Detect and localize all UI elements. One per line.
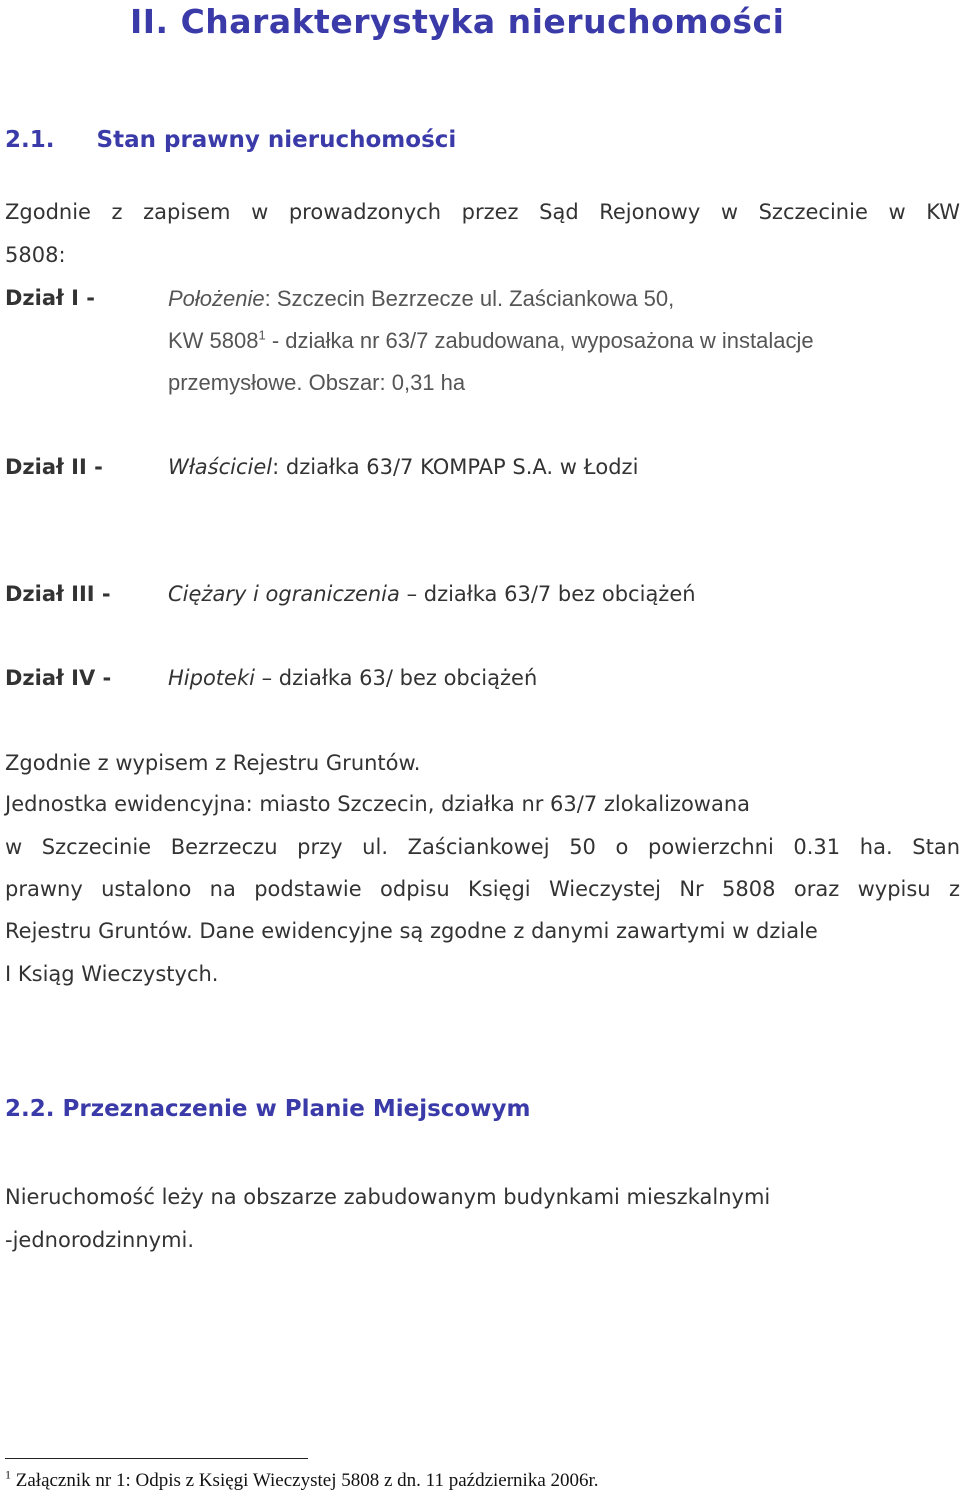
section-1-heading	[5, 127, 456, 153]
dzial-2-rest: : działka 63/7 KOMPAP S.A. w Łodzi	[272, 455, 639, 479]
dzial-3-rest: – działka 63/7 bez obciążeń	[399, 582, 696, 606]
dzial-2-label: Dział II -	[5, 455, 103, 479]
section-2-title: Przeznaczenie w Planie Miejscowym	[62, 1096, 531, 1122]
dzial-3-term: Ciężary i ograniczenia	[168, 582, 400, 606]
dzial-2-term: Właściciel	[168, 455, 273, 479]
section-2-heading	[5, 1096, 530, 1122]
section-1-number: 2.1.	[5, 127, 55, 153]
dzial-3-label: Dział III -	[5, 582, 111, 606]
section-2-number: 2.2.	[5, 1096, 55, 1122]
footnote-ref: 1	[258, 327, 266, 343]
dzial-1-line-2	[168, 328, 814, 354]
footnote-text: Załącznik nr 1: Odpis z Księgi Wieczystej 5808 z dn. 11 października 2006r.	[11, 1470, 599, 1491]
dzial-4-label: Dział IV -	[5, 666, 112, 690]
dzial-2-text	[168, 455, 638, 479]
dzial-1-line-3: przemysłowe. Obszar: 0,31 ha	[168, 370, 466, 395]
dzial-1-line-1-rest: : Szczecin Bezrzecze ul. Zaściankowa 50,	[264, 286, 675, 311]
footnote	[5, 1467, 599, 1492]
section-1-title: Stan prawny nieruchomości	[96, 127, 457, 153]
section-2-line-2: -jednorodzinnymi.	[5, 1228, 195, 1252]
dzial-1-line-2-rest: - działka nr 63/7 zabudowana, wyposażona w instalacje	[265, 328, 814, 353]
para-line-6: I Ksiąg Wieczystych.	[5, 962, 219, 986]
para-line-4: prawny ustalono na podstawie odpisu Księgi Wieczystej Nr 5808 oraz wypisu z	[5, 877, 960, 901]
dzial-1-line-1	[168, 286, 674, 312]
page-title: II. Charakterystyka nieruchomości	[130, 2, 785, 41]
para-line-3: w Szczecinie Bezrzeczu przy ul. Zaściankowej 50 o powierzchni 0.31 ha. Stan	[5, 835, 960, 859]
intro-line-2: 5808:	[5, 243, 66, 267]
intro-line-1: Zgodnie z zapisem w prowadzonych przez Sąd Rejonowy w Szczecinie w KW	[5, 200, 960, 224]
dzial-4-text	[168, 666, 537, 690]
dzial-1-kw: KW 5808	[168, 328, 259, 353]
dzial-4-term: Hipoteki	[168, 666, 255, 690]
footnote-mark: 1	[5, 1467, 11, 1482]
dzial-1-label: Dział I -	[5, 286, 95, 310]
dzial-3-text	[168, 582, 696, 606]
para-line-1: Zgodnie z wypisem z Rejestru Gruntów.	[5, 751, 421, 775]
para-line-5: Rejestru Gruntów. Dane ewidencyjne są zgodne z danymi zawartymi w dziale	[5, 919, 818, 943]
dzial-1-term: Położenie	[168, 286, 265, 311]
footnote-separator	[5, 1458, 308, 1459]
section-2-line-1: Nieruchomość leży na obszarze zabudowanym budynkami mieszkalnymi	[5, 1185, 771, 1209]
para-line-2: Jednostka ewidencyjna: miasto Szczecin, działka nr 63/7 zlokalizowana	[5, 792, 751, 816]
dzial-4-rest: – działka 63/ bez obciążeń	[254, 666, 538, 690]
